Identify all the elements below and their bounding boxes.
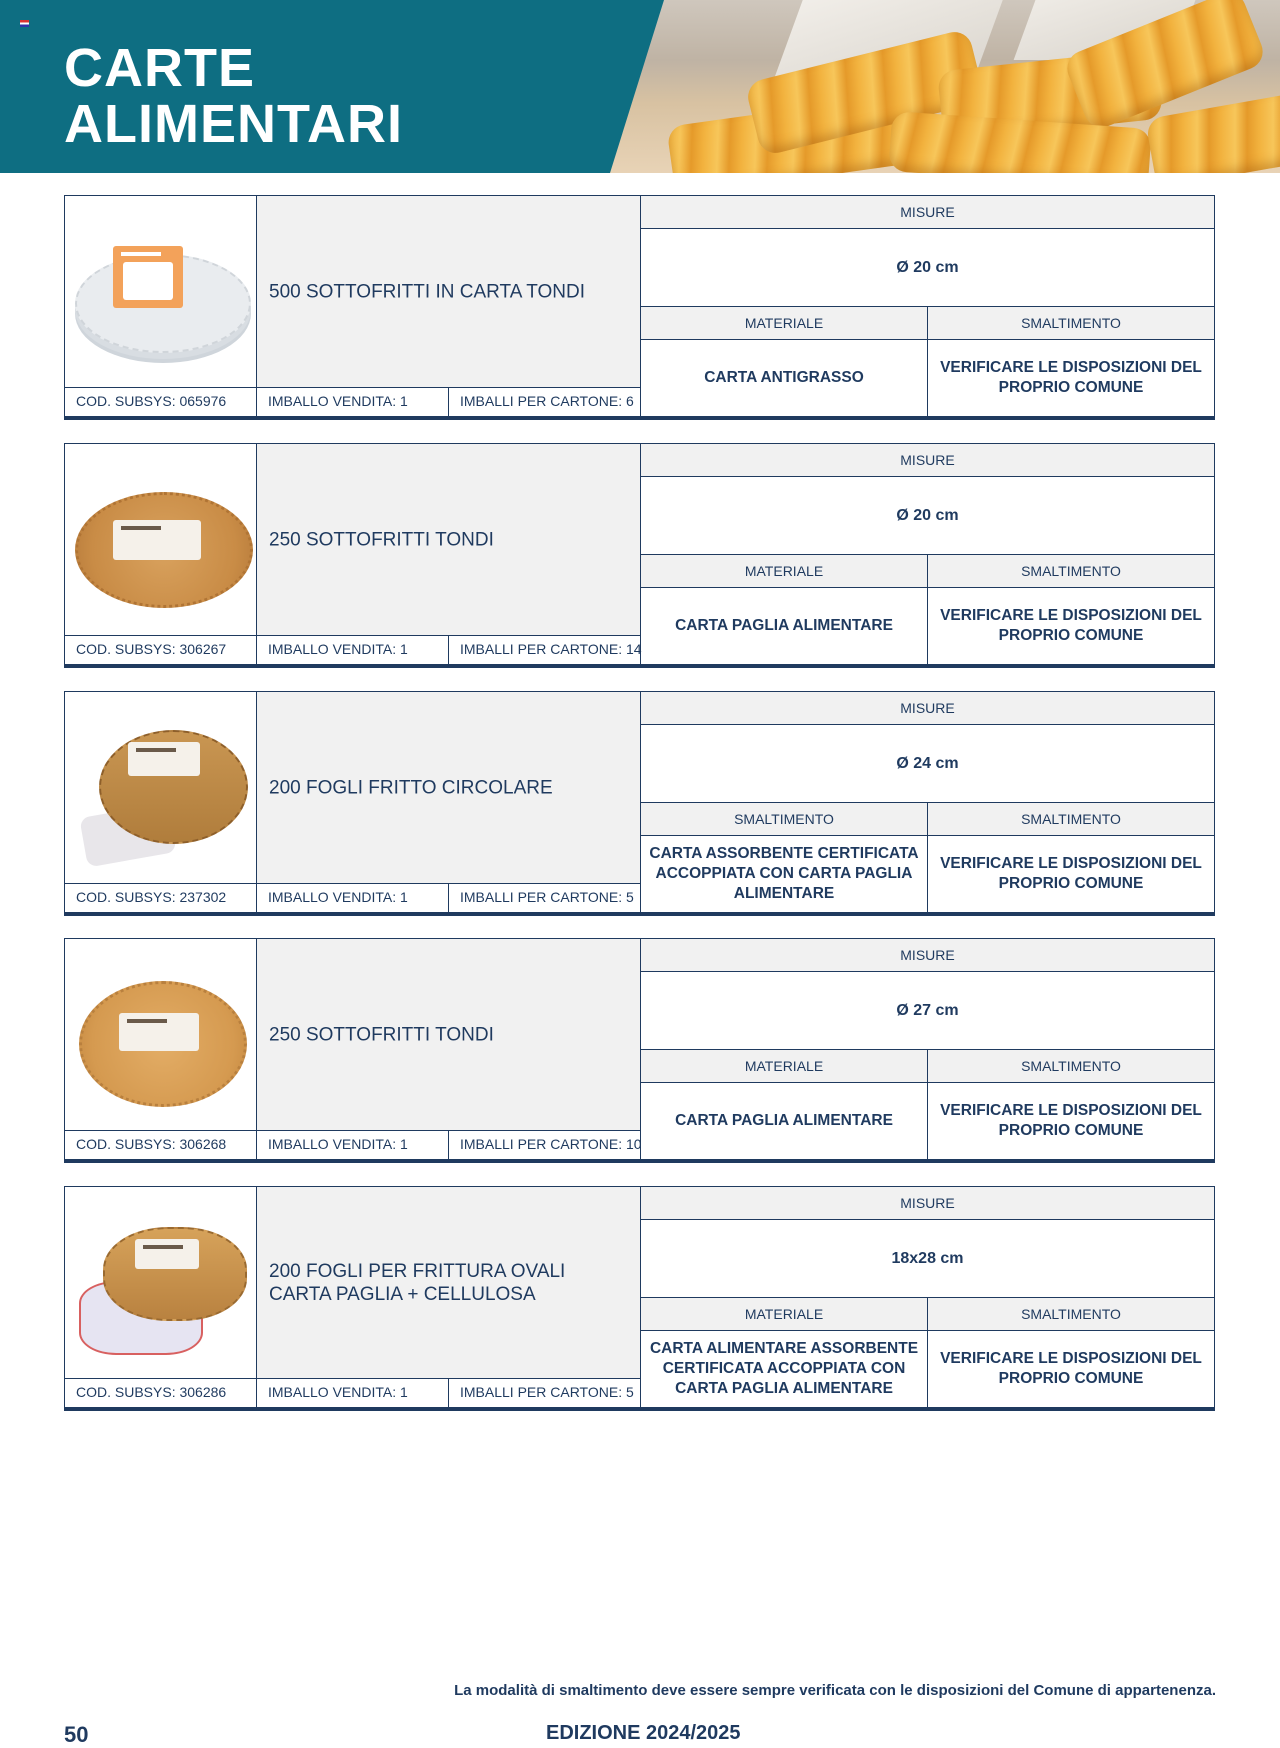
materiale-value-text: CARTA ASSORBENTE CERTIFICATA ACCOPPIATA CON CARTA PAGLIA ALIMENTARE (649, 845, 919, 902)
smaltimento-value (927, 1082, 1215, 1160)
imballi-per-cartone: IMBALLI PER CARTONE: 6 (448, 387, 641, 417)
smaltimento-value-text: VERIFICARE LE DISPOSIZIONI DEL PROPRIO COMUNE (940, 607, 1202, 644)
imballi-per-cartone: IMBALLI PER CARTONE: 5 (448, 1378, 641, 1408)
materiale-value (640, 835, 928, 913)
title-line-1: CARTE (64, 38, 255, 98)
misure-value: 18x28 cm (640, 1219, 1215, 1298)
straw-round-paper-stack-image (73, 472, 249, 612)
fries-photo (610, 0, 1280, 173)
product-name: 200 FOGLI PER FRITTURA OVALI CARTA PAGLIA + CELLULOSA (269, 1260, 566, 1305)
page-number: 50 (64, 1722, 89, 1747)
product-name: 500 SOTTOFRITTI IN CARTA TONDI (269, 281, 586, 302)
page-header (0, 0, 1280, 173)
imballi-per-cartone: IMBALLI PER CARTONE: 10 (448, 1130, 641, 1160)
block-divider (64, 664, 1215, 668)
smaltimento-value-text: VERIFICARE LE DISPOSIZIONI DEL PROPRIO COMUNE (940, 1102, 1202, 1139)
product-description-cell (256, 938, 641, 1131)
product-block (64, 195, 1215, 417)
smaltimento-value (927, 835, 1215, 913)
smaltimento-value-text: VERIFICARE LE DISPOSIZIONI DEL PROPRIO COMUNE (940, 1350, 1202, 1387)
product-description-cell (256, 1186, 641, 1379)
materiale-label: MATERIALE (640, 1049, 928, 1083)
product-description-cell (256, 195, 641, 388)
imballi-per-cartone: IMBALLI PER CARTONE: 14 (448, 635, 641, 665)
materiale-value-text: CARTA PAGLIA ALIMENTARE (675, 1112, 893, 1129)
product-name: 200 FOGLI FRITTO CIRCOLARE (269, 777, 553, 798)
imballo-vendita: IMBALLO VENDITA: 1 (256, 883, 449, 913)
title-line-2: ALIMENTARI (64, 94, 403, 154)
product-code: COD. SUBSYS: 237302 (64, 883, 257, 913)
product-image-cell (64, 691, 257, 884)
smaltimento-value-text: VERIFICARE LE DISPOSIZIONI DEL PROPRIO COMUNE (940, 855, 1202, 892)
materiale-value (640, 1082, 928, 1160)
smaltimento-value (927, 339, 1215, 417)
imballo-vendita: IMBALLO VENDITA: 1 (256, 635, 449, 665)
product-code: COD. SUBSYS: 306286 (64, 1378, 257, 1408)
block-divider (64, 1407, 1215, 1411)
straw-round-paper-stack-image (73, 967, 249, 1107)
italian-flag-icon (20, 20, 29, 27)
product-code: COD. SUBSYS: 065976 (64, 387, 257, 417)
misure-label: MISURE (640, 443, 1215, 477)
product-image-cell (64, 443, 257, 636)
product-name: 250 SOTTOFRITTI TONDI (269, 1024, 494, 1045)
product-block (64, 938, 1215, 1160)
product-code: COD. SUBSYS: 306267 (64, 635, 257, 665)
product-image-cell (64, 195, 257, 388)
misure-label: MISURE (640, 1186, 1215, 1220)
product-block (64, 691, 1215, 913)
materiale-label: MATERIALE (640, 1297, 928, 1331)
materiale-value (640, 339, 928, 417)
smaltimento-label: SMALTIMENTO (927, 1049, 1215, 1083)
block-divider (64, 416, 1215, 420)
product-image-cell (64, 1186, 257, 1379)
materiale-label: MATERIALE (640, 306, 928, 340)
smaltimento-value (927, 1330, 1215, 1408)
imballi-per-cartone: IMBALLI PER CARTONE: 5 (448, 883, 641, 913)
materiale-value-text: CARTA PAGLIA ALIMENTARE (675, 617, 893, 634)
oval-fry-sheets-image (73, 1215, 249, 1355)
materiale-label: MATERIALE (640, 554, 928, 588)
white-round-paper-stack-image (73, 224, 249, 364)
misure-value: Ø 20 cm (640, 228, 1215, 307)
smaltimento-label: SMALTIMENTO (927, 306, 1215, 340)
product-image-cell (64, 938, 257, 1131)
materiale-value (640, 587, 928, 665)
materiale-value-text: CARTA ANTIGRASSO (704, 369, 864, 386)
product-code: COD. SUBSYS: 306268 (64, 1130, 257, 1160)
product-block (64, 1186, 1215, 1408)
product-description-cell (256, 443, 641, 636)
smaltimento-label: SMALTIMENTO (927, 554, 1215, 588)
block-divider (64, 912, 1215, 916)
smaltimento-value-text: VERIFICARE LE DISPOSIZIONI DEL PROPRIO COMUNE (940, 359, 1202, 396)
edition-label: EDIZIONE 2024/2025 (546, 1722, 741, 1744)
product-block (64, 443, 1215, 665)
imballo-vendita: IMBALLO VENDITA: 1 (256, 387, 449, 417)
misure-label: MISURE (640, 691, 1215, 725)
smaltimento-label-left: SMALTIMENTO (640, 802, 928, 836)
materiale-value-text: CARTA ALIMENTARE ASSORBENTE CERTIFICATA ACCOPPIATA CON CARTA PAGLIA ALIMENTARE (649, 1340, 919, 1397)
block-divider (64, 1159, 1215, 1163)
misure-value: Ø 20 cm (640, 476, 1215, 555)
imballo-vendita: IMBALLO VENDITA: 1 (256, 1130, 449, 1160)
circular-fry-sheets-image (73, 720, 249, 860)
smaltimento-value (927, 587, 1215, 665)
misure-value: Ø 27 cm (640, 971, 1215, 1050)
materiale-value (640, 1330, 928, 1408)
smaltimento-label: SMALTIMENTO (927, 1297, 1215, 1331)
misure-value: Ø 24 cm (640, 724, 1215, 803)
product-description-cell (256, 691, 641, 884)
page-title (64, 40, 403, 152)
smaltimento-label: SMALTIMENTO (927, 802, 1215, 836)
imballo-vendita: IMBALLO VENDITA: 1 (256, 1378, 449, 1408)
disposal-footnote: La modalità di smaltimento deve essere sempre verificata con le disposizioni del Comune di appartenenza. (454, 1682, 1216, 1699)
misure-label: MISURE (640, 195, 1215, 229)
misure-label: MISURE (640, 938, 1215, 972)
product-name: 250 SOTTOFRITTI TONDI (269, 529, 494, 550)
